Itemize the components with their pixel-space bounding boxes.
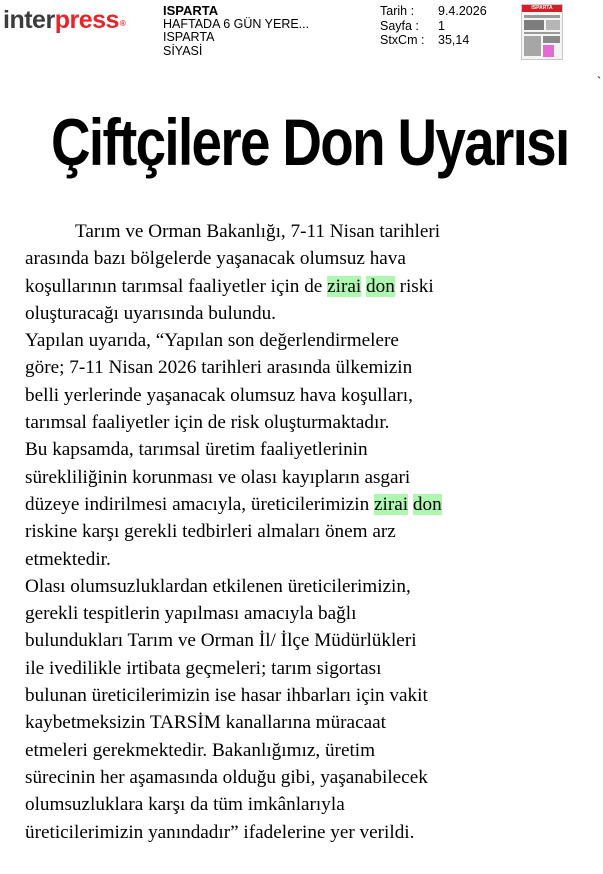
article-line: arasında bazı bölgelerde yaşanacak olumsuz hava xyxy=(25,248,406,270)
thumbnail-block xyxy=(524,32,560,34)
publication-meta xyxy=(163,4,309,58)
article-body xyxy=(25,218,585,846)
stxcm-row xyxy=(380,33,487,48)
corner-mark: ` xyxy=(597,74,602,89)
thumbnail-masthead: ISPARTA xyxy=(522,5,562,12)
article-line: Yapılan uyarıda, “Yapılan son değerlendirmelere xyxy=(25,330,399,352)
category-label: SİYASİ xyxy=(163,43,203,58)
article-line: Olası olumsuzluklardan etkilenen üreticilerimizin, xyxy=(25,575,411,597)
page-label: Sayfa : xyxy=(380,18,419,33)
city-label: ISPARTA xyxy=(163,30,215,44)
article-line: göre; 7-11 Nisan 2026 tarihleri arasında ülkemizin xyxy=(25,357,413,379)
clipping-info xyxy=(380,4,487,48)
highlighted-keyword: zirai xyxy=(373,493,409,515)
article-line: düzeye indirilmesi amacıyla, üreticilerimizin zirai don xyxy=(25,493,442,515)
headline-snippet: HAFTADA 6 GÜN YERE... xyxy=(163,16,310,31)
page-row xyxy=(380,19,487,34)
article-line: Bu kapsamda, tarımsal üretim faaliyetlerinin xyxy=(25,439,368,461)
stxcm-value: 35,14 xyxy=(438,33,470,47)
article-line: etmektedir. xyxy=(25,548,111,570)
publication-name: ISPARTA xyxy=(163,3,219,18)
article-line: bulunan üreticilerimizin ise hasar ihbarları için vakit xyxy=(25,685,428,707)
article-line: sürecinin her aşamasında olduğu gibi, yaşanabilecek xyxy=(25,766,428,788)
highlighted-keyword: zirai xyxy=(327,275,362,297)
article-line: belli yerlerinde yaşanacak olumsuz hava koşulları, xyxy=(25,384,413,406)
date-label: Tarih : xyxy=(380,4,415,18)
date-row xyxy=(380,4,487,19)
article-line: oluşturacağı uyarısında bulundu. xyxy=(25,302,276,324)
article-headline: Çiftçilere Don Uyarısı xyxy=(51,105,569,179)
highlighted-keyword: don xyxy=(412,493,442,515)
highlighted-keyword: don xyxy=(366,275,395,297)
thumbnail-article-highlight xyxy=(543,45,554,57)
thumbnail-block xyxy=(543,36,560,43)
article-line: tarımsal faaliyetler için de risk oluşturmaktadır. xyxy=(25,412,390,434)
page-thumbnail[interactable] xyxy=(521,4,563,60)
article-line: Tarım ve Orman Bakanlığı, 7-11 Nisan tarihleri xyxy=(75,221,441,242)
thumbnail-block xyxy=(546,20,560,30)
article-line: bulundukları Tarım ve Orman İl/ İlçe Müdürlükleri xyxy=(25,630,417,652)
article-line: etmeleri gerekmektedir. Bakanlığımız, üretim xyxy=(25,739,376,761)
article-line: üreticilerimizin yanındadır” ifadelerine yer verildi. xyxy=(25,821,415,843)
date-value: 9.4.2026 xyxy=(438,4,487,18)
interpress-logo: interpress® xyxy=(3,6,126,34)
thumbnail-block xyxy=(524,36,541,56)
article-line: ile ivedilikle irtibata geçmeleri; tarım sigortası xyxy=(25,657,382,679)
page-value: 1 xyxy=(438,18,445,33)
stxcm-label: StxCm : xyxy=(380,33,425,47)
article-line: sürekliliğinin korunması ve olası kayıpların asgari xyxy=(25,466,411,488)
article-line: koşullarının tarımsal faaliyetler için de zirai don riski xyxy=(25,275,434,297)
article-line: kaybetmeksizin TARSİM kanallarına müracaat xyxy=(25,712,386,734)
clipping-header xyxy=(0,0,603,66)
article-line: gerekli tespitlerin yapılması amacıyla bağlı xyxy=(25,603,357,625)
article-line: olumsuzluklara karşı da tüm imkânlarıyla xyxy=(25,794,345,816)
thumbnail-block xyxy=(524,20,544,30)
article-line: riskine karşı gerekli tedbirleri almaları önem arz xyxy=(25,521,396,543)
thumbnail-block xyxy=(524,15,560,18)
